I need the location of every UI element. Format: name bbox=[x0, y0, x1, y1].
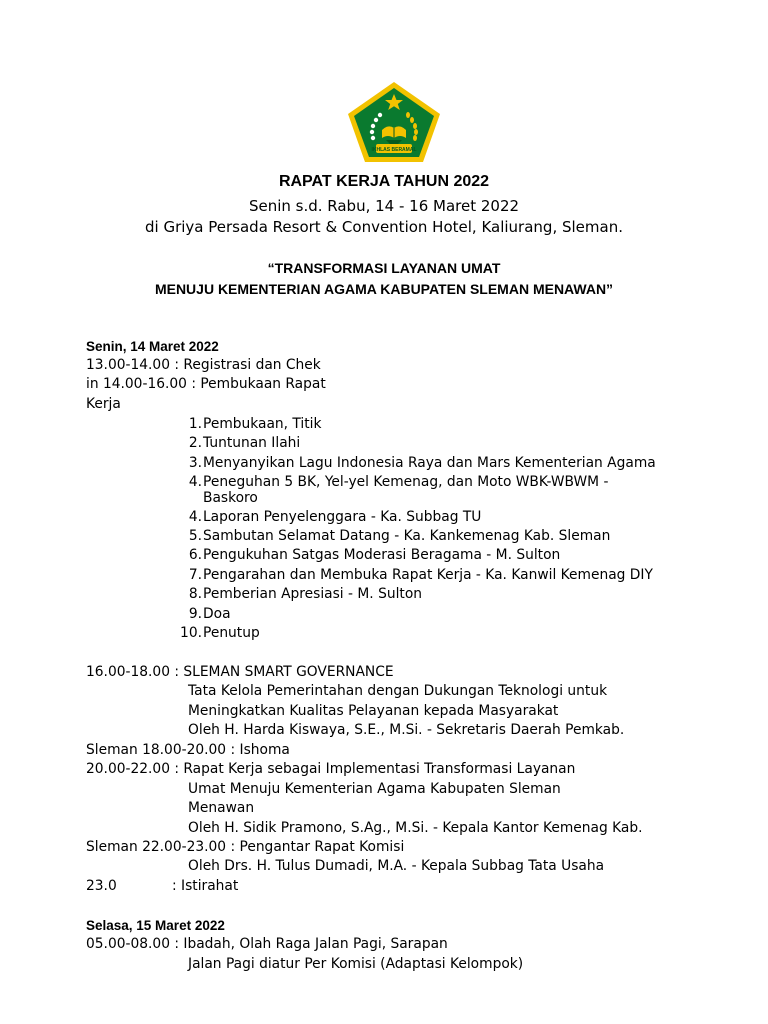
schedule-line: Sleman 18.00-20.00 : Ishoma bbox=[86, 742, 290, 758]
schedule-line: 16.00-18.00 : SLEMAN SMART GOVERNANCE bbox=[86, 664, 394, 680]
theme-line-1: “TRANSFORMASI LAYANAN UMAT bbox=[267, 260, 501, 276]
agenda-number: 8. bbox=[188, 586, 202, 602]
schedule-line: Meningkatkan Kualitas Pelayanan kepada Masyarakat bbox=[188, 703, 559, 719]
venue-line: di Griya Persada Resort & Convention Hotel, Kaliurang, Sleman. bbox=[145, 218, 623, 236]
schedule-line: in 14.00-16.00 : Pembukaan Rapat bbox=[86, 376, 326, 392]
schedule-line: Sleman 22.00-23.00 : Pengantar Rapat Komisi bbox=[86, 839, 405, 855]
schedule-line: Oleh Drs. H. Tulus Dumadi, M.A. - Kepala Subbag Tata Usaha bbox=[188, 858, 605, 874]
schedule-line: 13.00-14.00 : Registrasi dan Chek bbox=[86, 357, 321, 373]
agenda-item: Pembukaan, Titik bbox=[203, 416, 322, 432]
schedule-line: Tata Kelola Pemerintahan dengan Dukungan Teknologi untuk bbox=[188, 683, 608, 699]
agenda-number: 7. bbox=[188, 567, 202, 583]
schedule-line: Umat Menuju Kementerian Agama Kabupaten Sleman bbox=[188, 781, 561, 797]
agenda-number: 5. bbox=[188, 528, 202, 544]
schedule-line: 20.00-22.00 : Rapat Kerja sebagai Implementasi Transformasi Layanan bbox=[86, 761, 576, 777]
agenda-item-continuation: Baskoro bbox=[203, 490, 258, 506]
agenda-number: 2. bbox=[188, 435, 202, 451]
agenda-number: 9. bbox=[188, 606, 202, 622]
agenda-item: Pengarahan dan Membuka Rapat Kerja - Ka. Kanwil Kemenag DIY bbox=[203, 567, 653, 583]
schedule-line: 05.00-08.00 : Ibadah, Olah Raga Jalan Pagi, Sarapan bbox=[86, 936, 448, 952]
agenda-item: Peneguhan 5 BK, Yel-yel Kemenag, dan Moto WBK-WBWM - bbox=[203, 474, 609, 490]
agenda-item: Sambutan Selamat Datang - Ka. Kankemenag Kab. Sleman bbox=[203, 528, 611, 544]
agenda-number: 1. bbox=[188, 416, 202, 432]
date-line: Senin s.d. Rabu, 14 - 16 Maret 2022 bbox=[248, 197, 520, 215]
kemenag-logo bbox=[346, 80, 442, 164]
schedule-line: Oleh H. Harda Kiswaya, S.E., M.Si. - Sekretaris Daerah Pemkab. bbox=[188, 722, 625, 738]
agenda-number: 10. bbox=[180, 625, 202, 641]
day2-heading: Selasa, 15 Maret 2022 bbox=[86, 918, 225, 933]
logo-ribbon-text: IKHLAS BERAMAL bbox=[371, 147, 417, 153]
schedule-line: Menawan bbox=[188, 800, 255, 816]
agenda-item: Tuntunan Ilahi bbox=[203, 435, 301, 451]
schedule-line: Oleh H. Sidik Pramono, S.Ag., M.Si. - Kepala Kantor Kemenag Kab. bbox=[188, 820, 643, 836]
agenda-item: Menyanyikan Lagu Indonesia Raya dan Mars Kementerian Agama bbox=[203, 455, 656, 471]
schedule-line: Kerja bbox=[86, 396, 121, 412]
agenda-number: 6. bbox=[188, 547, 202, 563]
agenda-item: Penutup bbox=[203, 625, 260, 641]
agenda-item: Pemberian Apresiasi - M. Sulton bbox=[203, 586, 422, 602]
schedule-line: : Istirahat bbox=[172, 878, 239, 894]
schedule-line: Jalan Pagi diatur Per Komisi (Adaptasi Kelompok) bbox=[188, 956, 524, 972]
agenda-item: Laporan Penyelenggara - Ka. Subbag TU bbox=[203, 509, 482, 525]
agenda-number: 4. bbox=[188, 509, 202, 525]
theme-line-2: MENUJU KEMENTERIAN AGAMA KABUPATEN SLEMAN MENAWAN” bbox=[154, 281, 614, 297]
agenda-number: 4. bbox=[188, 474, 202, 490]
day1-heading: Senin, 14 Maret 2022 bbox=[86, 339, 219, 354]
schedule-time: 23.0 bbox=[86, 878, 117, 894]
emblem-icon bbox=[346, 80, 442, 164]
agenda-item: Doa bbox=[203, 606, 231, 622]
page-title: RAPAT KERJA TAHUN 2022 bbox=[278, 173, 490, 190]
agenda-item: Pengukuhan Satgas Moderasi Beragama - M. Sulton bbox=[203, 547, 561, 563]
agenda-number: 3. bbox=[188, 455, 202, 471]
